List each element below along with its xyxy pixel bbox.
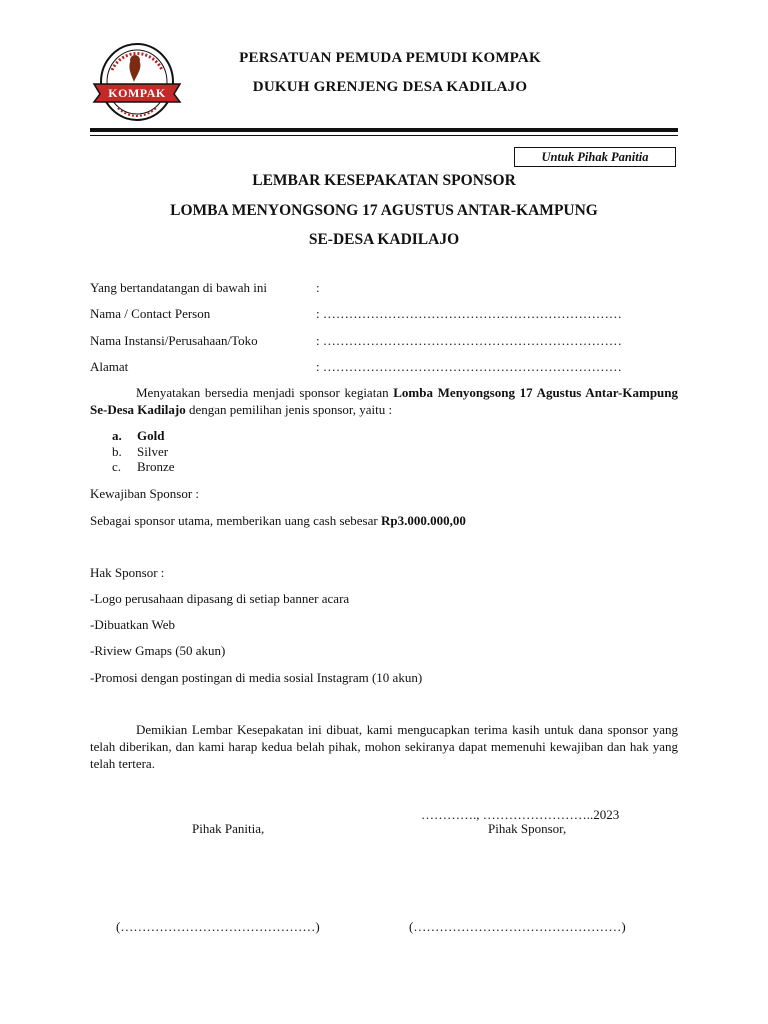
doc-subtitle: LOMBA MENYONGSONG 17 AGUSTUS ANTAR-KAMPUNG [170, 202, 598, 219]
rights-item-gmaps: -Riview Gmaps (50 akun) [90, 643, 226, 658]
committee-signature-line: (………………………………………) [116, 919, 320, 934]
committee-label: Pihak Panitia, [192, 821, 265, 836]
obligation-text [90, 512, 466, 529]
option-gold [112, 428, 175, 444]
obligation-amount: Rp3.000.000,00 [380, 513, 466, 528]
option-bronze [112, 459, 175, 475]
obligation-description: Sebagai sponsor utama, memberikan uang cash sebesar [90, 513, 381, 528]
field-value-contact: : …………………………………………………………… [316, 306, 622, 321]
sponsor-options [112, 428, 175, 475]
doc-subtitle-2: SE-DESA KADILAJO [308, 231, 460, 248]
option-label: Bronze [137, 459, 175, 474]
option-label: Gold [137, 428, 165, 443]
field-label-signer: Yang bertandatangan di bawah ini [90, 280, 268, 295]
closing-paragraph: Demikian Lembar Kesepakatan ini dibuat, kami mengucapkan terima kasih untuk dana sponsor yang telah diberikan, dan kami harap kedua belah pihak, mohon sekiranya dapat memenuhi kewajiban dan hak yang telah tertera. [90, 722, 678, 771]
kompak-logo [90, 40, 184, 124]
option-marker: c. [112, 459, 122, 474]
option-label: Silver [137, 443, 169, 459]
statement-text-end: dengan pemilihan jenis sponsor, yaitu : [185, 402, 393, 417]
signature-date: …………., ……………………..2023 [421, 807, 620, 822]
copy-label-box: Untuk Pihak Panitia [514, 147, 676, 167]
field-label-address: Alamat [90, 359, 129, 374]
header-divider-thin [90, 135, 678, 136]
logo-lettering: KOMPAK [108, 86, 166, 100]
rights-heading: Hak Sponsor : [90, 565, 165, 580]
statement-text: Menyatakan bersedia menjadi sponsor kegiatan [136, 385, 394, 400]
option-silver [112, 444, 175, 460]
obligation-heading: Kewajiban Sponsor : [90, 486, 200, 501]
doc-title: LEMBAR KESEPAKATAN SPONSOR [252, 172, 516, 189]
statement-paragraph [90, 384, 678, 418]
statement-event-name: Lomba Menyongsong 17 Agustus Antar-Kampung Se-Desa Kadilajo [90, 385, 679, 417]
sponsor-signature-line: (…………………………………………) [409, 919, 626, 934]
option-marker: b. [112, 443, 122, 459]
option-marker: a. [112, 428, 122, 443]
field-value-signer: : [316, 280, 320, 295]
org-address: DUKUH GRENJENG DESA KADILAJO [252, 79, 528, 95]
field-value-address: : …………………………………………………………… [316, 359, 622, 374]
field-label-company: Nama Instansi/Perusahaan/Toko [90, 333, 258, 348]
org-name: PERSATUAN PEMUDA PEMUDI KOMPAK [239, 50, 541, 66]
rights-item-instagram: -Promosi dengan postingan di media sosial Instagram (10 akun) [90, 670, 423, 685]
rights-item-web: -Dibuatkan Web [90, 617, 175, 632]
field-value-company: : …………………………………………………………… [316, 333, 622, 348]
field-label-contact: Nama / Contact Person [90, 306, 211, 321]
rights-item-banner: -Logo perusahaan dipasang di setiap banner acara [90, 591, 350, 606]
sponsor-label: Pihak Sponsor, [488, 821, 567, 836]
header-divider-thick [90, 128, 678, 132]
